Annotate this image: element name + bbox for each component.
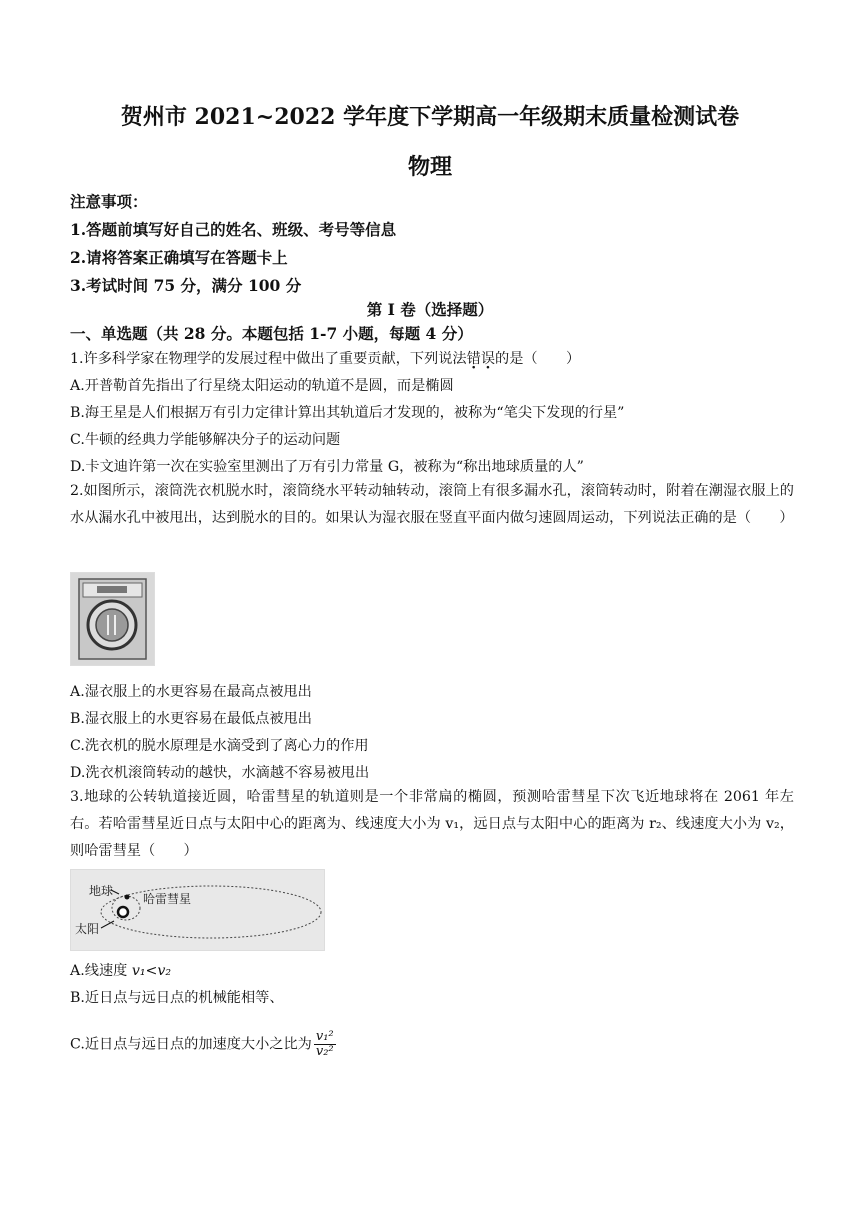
q3-option-b: B.近日点与远日点的机械能相等、 [70,990,284,1006]
q2-option-d: D.洗衣机滚筒转动的越快，水滴越不容易被甩出 [70,765,370,781]
fraction-denominator: v₂² [315,1044,334,1059]
acceleration-ratio-fraction [314,1030,336,1059]
q1-option-d: D.卡文迪许第一次在实验室里测出了万有引力常量 G，被称为“称出地球质量的人” [70,459,584,475]
comet-label: 哈雷彗星 [143,892,192,906]
q1-emphasis-char: 误 [480,351,496,367]
notes-block [70,188,396,300]
q3-stem: 3.地球的公转轨道接近圆，哈雷彗星的轨道则是一个非常扁的椭圆，预测哈雷彗星下次飞近地球将在 2061 年左右。若哈雷彗星近日点与太阳中心的距离为、线速度大小为 v₁，远日点与太阳中心的距离为 r₂、线速度大小为 v₂，则哈雷彗星（ ） [70,789,794,859]
earth-label: 地球 [89,884,114,898]
note-item: 2.请将答案正确填写在答题卡上 [70,248,288,267]
q1-emphasis-char: 错 [466,351,481,367]
q2-option-c: C.洗衣机的脱水原理是水滴受到了离心力的作用 [70,738,369,754]
q1-option-a: A.开普勒首先指出了行星绕太阳运动的轨道不是圆，而是椭圆 [70,378,454,394]
q1-stem [70,348,580,368]
q1-stem-post: 的是（ ） [495,351,581,367]
q3-option-c-text: C.近日点与远日点的加速度大小之比为 [70,1036,312,1053]
notes-heading: 注意事项： [70,192,148,211]
note-item: 3.考试时间 75 分，满分 100 分 [70,276,302,295]
q3-option-a [70,960,171,980]
q2-stem: 2.如图所示，滚筒洗衣机脱水时，滚筒绕水平转动轴转动，滚筒上有很多漏水孔，滚筒转动时，附着在潮湿衣服上的水从漏水孔中被甩出，达到脱水的目的。如果认为湿衣服在竖直平面内做匀速圆周运动，下列说法正确的是（ ） [70,483,794,526]
q1-option-c: C.牛顿的经典力学能够解决分子的运动问题 [70,432,341,448]
washing-machine-image [70,572,155,666]
q3-option-c [70,1030,336,1059]
sun-label: 太阳 [75,922,100,936]
part-title: 一、单选题（共 28 分。本题包括 1-7 小题，每题 4 分） [70,324,473,343]
exam-title: 贺州市 2021~2022 学年度下学期高一年级期末质量检测试卷 [120,104,740,130]
q3-option-a-text: A.线速度 [70,963,132,979]
q1-stem-pre: 1.许多科学家在物理学的发展过程中做出了重要贡献，下列说法 [70,351,467,367]
q2-option-a: A.湿衣服上的水更容易在最高点被甩出 [70,684,312,700]
section-title: 第 I 卷（选择题） [366,300,494,319]
fraction-numerator: v₁² [315,1029,334,1044]
comet-orbit-image [70,869,325,951]
q1-option-b: B.海王星是人们根据万有引力定律计算出其轨道后才发现的，被称为“笔尖下发现的行星” [70,405,625,421]
q3-option-a-math: v₁<v₂ [131,963,172,979]
exam-subject: 物理 [407,154,452,180]
q2-option-b: B.湿衣服上的水更容易在最低点被甩出 [70,711,312,727]
washing-machine-icon [71,573,154,665]
note-item: 1.答题前填写好自己的姓名、班级、考号等信息 [70,220,397,239]
